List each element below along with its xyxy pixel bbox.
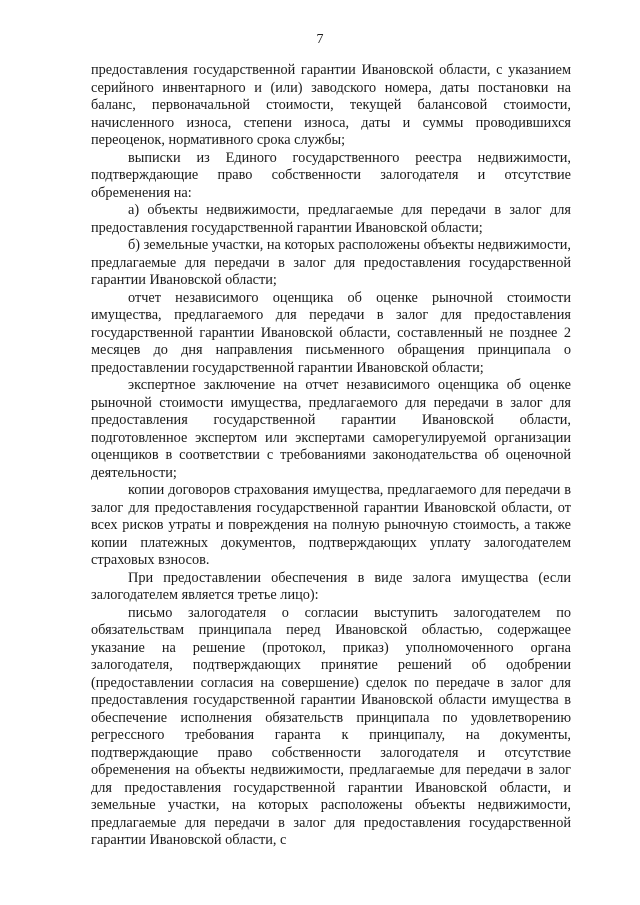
paragraph-expert-opinion: экспертное заключение на отчет независимого оценщика об оценке рыночной стоимости имущества, предлагаемого для передачи в залог для предоставления государственной гарантии Ивановской области, подготовленное экспертом или экспертами саморегулируемой организации оценщиков в соответствии с требованиями законодательства об оценочной деятельности; [91,377,571,481]
paragraph-appraiser-report: отчет независимого оценщика об оценке рыночной стоимости имущества, предлагаемого для передачи в залог для предоставления государственной гарантии Ивановской области, составленный не позднее 2 месяцев до дня направления письменного обращения принципала о предоставлении государственной гарантии Ивановской области; [91,289,571,376]
paragraph-insurance-copies: копии договоров страхования имущества, предлагаемого для передачи в залог для предоставления государственной гарантии Ивановской области, от всех рисков утраты и повреждения на полную рыночную стоимость, а также копии платежных документов, подтверждающих уплату залогодателем страховых взносов. [91,482,571,568]
document-body [91,62,571,850]
paragraph-item-b: б) земельные участки, на которых расположены объекты недвижимости, предлагаемые для передачи в залог для предоставления государственной гарантии Ивановской области; [91,237,571,288]
paragraph-item-a: а) объекты недвижимости, предлагаемые для передачи в залог для предоставления государственной гарантии Ивановской области; [91,202,571,236]
paragraph-pledger-letter: письмо залогодателя о согласии выступить залогодателем по обязательствам принципала перед Ивановской областью, содержащее указание на решение (протокол, приказ) уполномоченного органа залогодателя, подтверждающих принятие решений об одобрении (предоставлении согласия на совершение) сделок по передаче в залог для предоставления государственной гарантии Ивановской области имущества в обеспечение исполнения обязательств принципала по удовлетворению регрессного требования гаранта к принципалу, на документы, подтверждающие право собственности залогодателя и отсутствие обременения на объекты недвижимости, предлагаемые для передачи в залог для предоставления государственной гарантии Ивановской области, и земельные участки, на которых расположены объекты недвижимости, предлагаемые для передачи в залог для предоставления государственной гарантии Ивановской области, с [91,604,571,848]
page-number: 7 [316,32,324,47]
paragraph-continuation: предоставления государственной гарантии Ивановской области, с указанием серийного инвентарного и (или) заводского номера, даты постановки на баланс, первоначальной стоимости, текущей балансовой стоимости, начисленного износа, степени износа, даты и суммы проводившихся переоценок, нормативного срока службы; [91,62,571,148]
paragraph-third-party-pledge: При предоставлении обеспечения в виде залога имущества (если залогодателем является третье лицо): [91,569,571,603]
paragraph-egrn-extracts: выписки из Единого государственного реестра недвижимости, подтверждающие право собственности залогодателя и отсутствие обременения на: [91,149,571,201]
